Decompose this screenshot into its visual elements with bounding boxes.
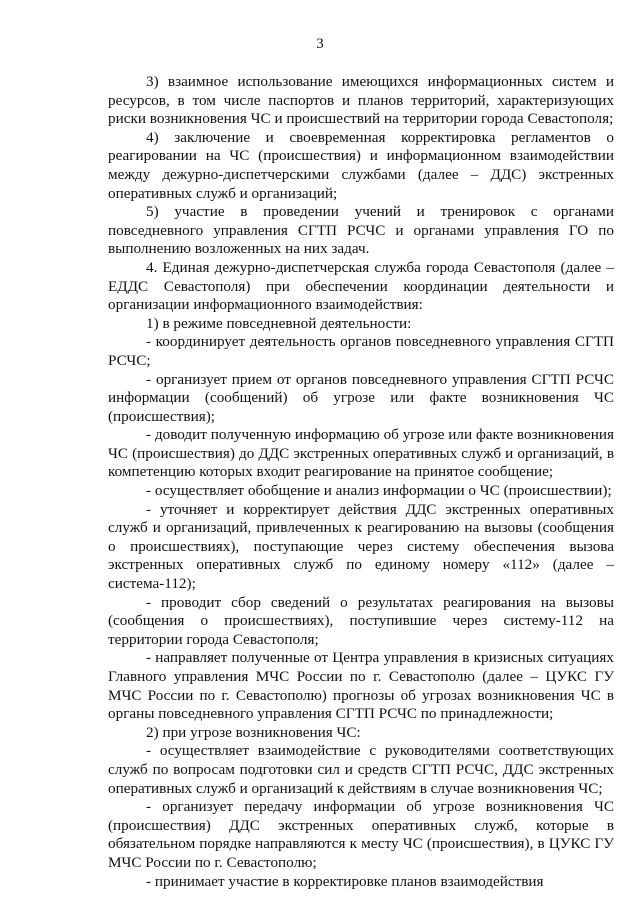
paragraph: - принимает участие в корректировке планов взаимодействия [146, 872, 544, 890]
paragraph: 4. Единая дежурно-диспетчерская служба города Севастополя (далее – ЕДДС Севастополя) при обеспечении координации деятельности и организации информационного взаимодействия: [108, 258, 614, 314]
paragraph: - организует передачу информации об угрозе возникновения ЧС (происшествия) ДДС экстренных оперативных служб, которые в обязательном порядке направляются к месту ЧС (происшествия), в ЦУКС ГУ МЧС России по г. Севастополю; [108, 798, 614, 871]
paragraph: - направляет полученные от Центра управления в кризисных ситуациях Главного управления МЧС России по г. Севастополю (далее – ЦУКС ГУ МЧС России по г. Севастополю) прогнозы об угрозах возникновения ЧС в органы повседневного управления СГТП РСЧС по принадлежности; [108, 649, 614, 723]
paragraph: - координирует деятельность органов повседневного управления СГТП РСЧС; [108, 333, 614, 369]
paragraph: 5) участие в проведении учений и тренировок с органами повседневного управления СГТП РСЧС и органами управления ГО по выполнению возложенных на них задач. [108, 203, 614, 258]
paragraph: - осуществляет обобщение и анализ информации о ЧС (происшествии); [146, 482, 612, 500]
paragraph: 4) заключение и своевременная корректировка регламентов о реагировании на ЧС (происшествия) и информационном взаимодействии между дежурно-диспетчерскими службами (далее – ДДС) экстренных оперативных служб и организаций; [108, 128, 614, 202]
paragraph: - проводит сбор сведений о результатах реагирования на вызовы (сообщения о происшествиях), поступившие через систему-112 на территории города Севастополя; [108, 593, 614, 648]
paragraph: - уточняет и корректирует действия ДДС экстренных оперативных служб и организаций, привлеченных к реагированию на вызовы (сообщения о происшествиях), поступающие через систему обеспечения вызова экстренных оперативных служб по единому номеру «112» (далее – система-112); [108, 500, 614, 593]
paragraph: - организует прием от органов повседневного управления СГТП РСЧС информации (сообщений) об угрозе или факте возникновения ЧС (происшествия); [108, 370, 614, 425]
paragraph: - осуществляет взаимодействие с руководителями соответствующих служб по вопросам подготовки сил и средств СГТП РСЧС, ДДС экстренных оперативных служб и организаций к действиям в случае возникновения ЧС; [108, 742, 614, 797]
document-body [108, 73, 614, 891]
page-number: 3 [316, 36, 324, 52]
paragraph: 3) взаимное использование имеющихся информационных систем и ресурсов, в том числе паспортов и планов территорий, характеризующих риски возникновения ЧС и происшествий на территории города Севастополя; [108, 73, 614, 128]
paragraph: 1) в режиме повседневной деятельности: [146, 314, 412, 332]
paragraph: 2) при угрозе возникновения ЧС: [146, 723, 361, 741]
paragraph: - доводит полученную информацию об угрозе или факте возникновения ЧС (происшествия) до ДДС экстренных оперативных служб и организаций, в компетенцию которых входит реагирование на принятое сообщение; [108, 426, 614, 481]
